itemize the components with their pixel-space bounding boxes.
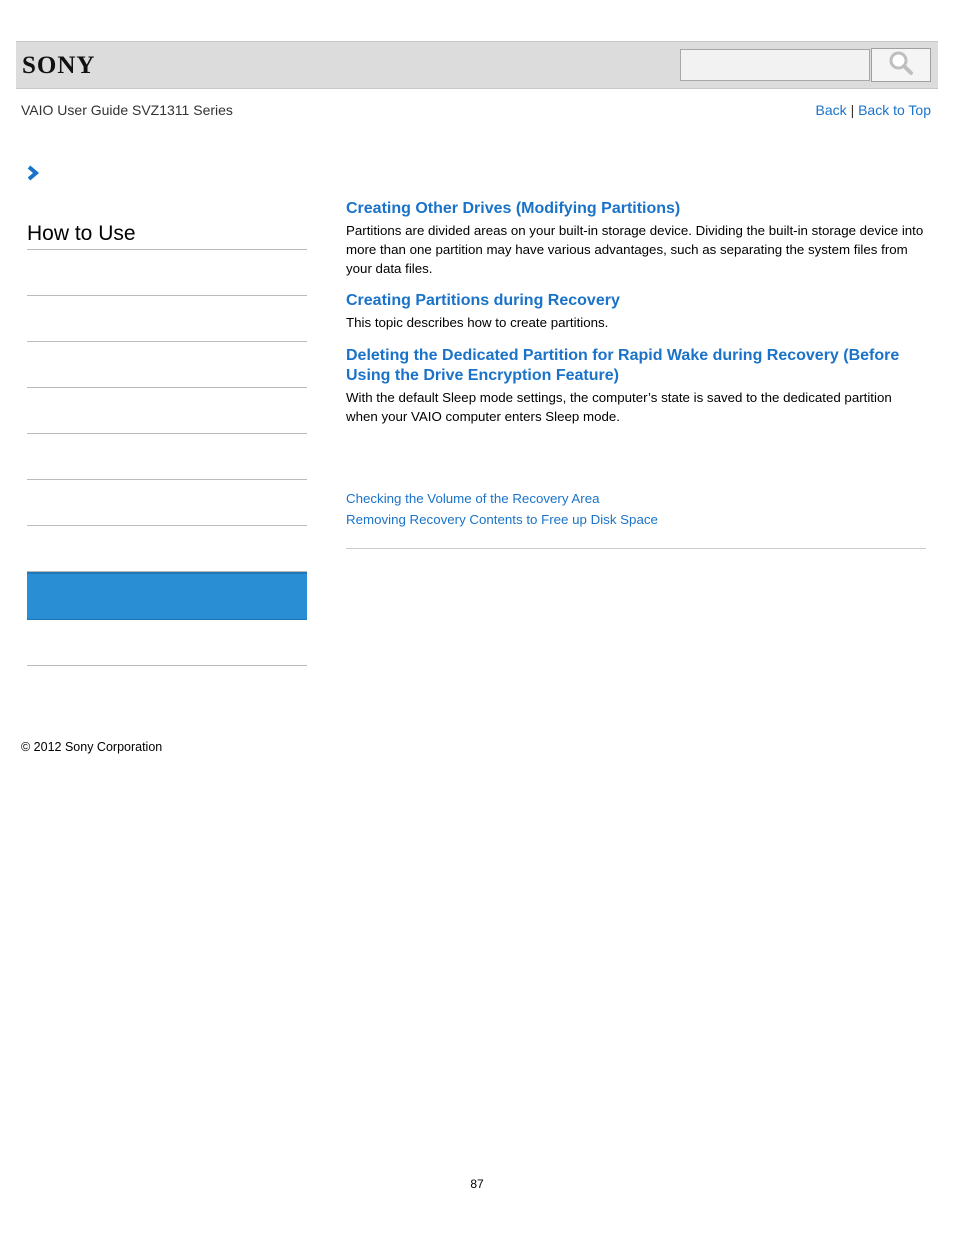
- chevron-right-icon: [25, 168, 41, 185]
- sony-logo: SONY: [22, 52, 96, 79]
- header-bar: [16, 41, 938, 89]
- nav-separator: |: [850, 102, 855, 118]
- search-input[interactable]: [680, 49, 870, 81]
- related-links: [346, 488, 658, 530]
- sidebar-title: How to Use: [27, 222, 307, 250]
- main-content: [346, 199, 926, 426]
- search-button[interactable]: [871, 48, 931, 82]
- sidebar-item[interactable]: [27, 480, 307, 526]
- sidebar-item[interactable]: [27, 250, 307, 296]
- sidebar-item-active[interactable]: [27, 572, 307, 620]
- back-to-top-link[interactable]: Back to Top: [858, 102, 931, 118]
- topic-item: [346, 346, 926, 426]
- sidebar-item[interactable]: [27, 620, 307, 666]
- guide-title: VAIO User Guide SVZ1311 Series: [21, 102, 233, 118]
- topic-item: [346, 199, 926, 278]
- sidebar-item[interactable]: [27, 296, 307, 342]
- related-link[interactable]: Checking the Volume of the Recovery Area: [346, 491, 600, 506]
- page-number: 87: [470, 1177, 484, 1191]
- topic-item: [346, 291, 926, 332]
- topic-description: With the default Sleep mode settings, the computer’s state is saved to the dedicated partition when your VAIO computer enters Sleep mode.: [346, 390, 892, 424]
- magnifier-icon: [888, 50, 914, 81]
- sidebar: [27, 222, 307, 666]
- back-link[interactable]: Back: [815, 102, 847, 118]
- breadcrumb[interactable]: [25, 165, 41, 186]
- topic-description: Partitions are divided areas on your built-in storage device. Dividing the built-in storage device into more than one partition may have various advantages, such as separating the system files from your data files.: [346, 223, 924, 276]
- sidebar-item[interactable]: [27, 526, 307, 572]
- topic-title-link[interactable]: Creating Other Drives (Modifying Partitions): [346, 200, 681, 217]
- topic-title-link[interactable]: Creating Partitions during Recovery: [346, 292, 620, 309]
- sidebar-item[interactable]: [27, 434, 307, 480]
- copyright: © 2012 Sony Corporation: [21, 740, 163, 754]
- related-link[interactable]: Removing Recovery Contents to Free up Disk Space: [346, 512, 658, 527]
- topic-title-link[interactable]: Deleting the Dedicated Partition for Rapid Wake during Recovery (Before Using the Drive Encryption Feature): [346, 347, 900, 384]
- sidebar-item[interactable]: [27, 342, 307, 388]
- topic-description: This topic describes how to create partitions.: [346, 315, 609, 330]
- sidebar-item[interactable]: [27, 388, 307, 434]
- divider: [346, 548, 926, 549]
- top-nav-links: [816, 102, 931, 118]
